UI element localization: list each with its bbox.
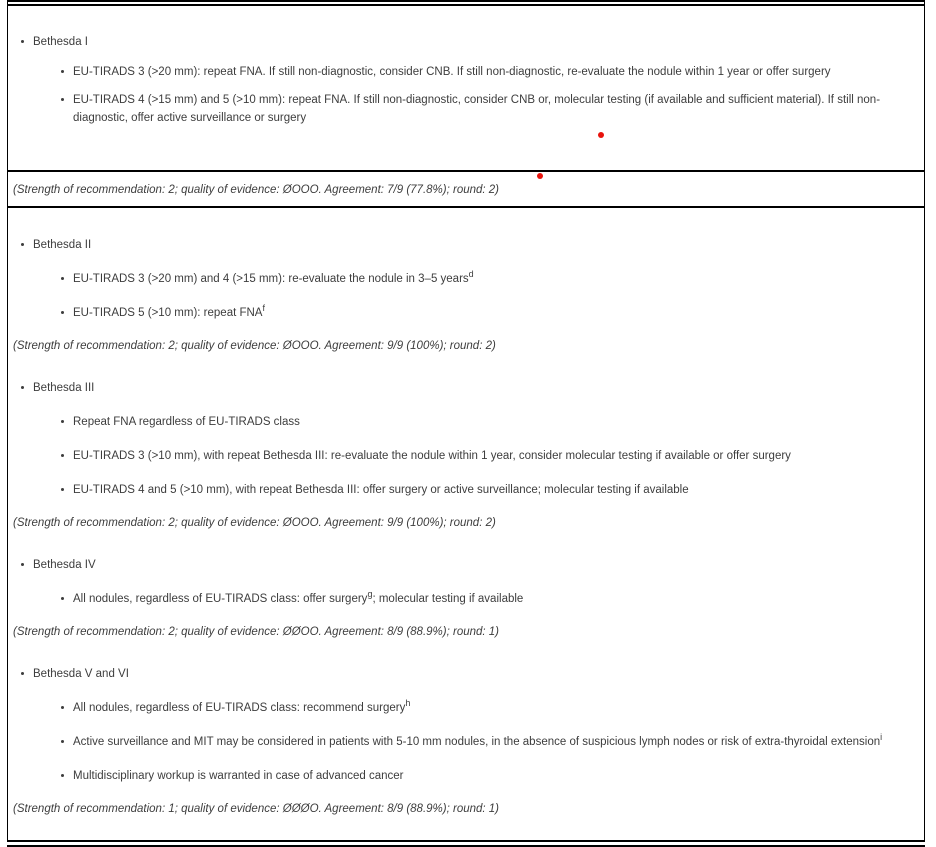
superscript-note: g [367,589,373,600]
bullet-text: All nodules, regardless of EU-TIRADS class: offer surgery [73,593,368,605]
bullet-icon [61,774,64,777]
section-bethesda-2 [8,236,924,355]
list-item [8,590,924,608]
section-bethesda-3 [8,379,924,532]
bullet-text: EU-TIRADS 5 (>10 mm): repeat FNA [73,307,263,319]
bullet-icon [61,277,64,280]
table-row-bethesda-2-to-6 [8,208,924,840]
bullet-icon [61,70,64,73]
bullet-text: EU-TIRADS 4 (>15 mm) and 5 (>10 mm): repeat FNA. If still non-diagnostic, consider CNB or, molecular testing (if available and sufficient material). If still non-diagnostic, offer active surveillance or surgery [73,94,881,124]
section-title [8,665,924,683]
strength-statement: (Strength of recommendation: 2; quality of evidence: ØOOO. Agreement: 9/9 (100%); round: 2) [13,340,496,352]
bullet-icon [21,40,24,43]
section-title-label: Bethesda I [33,36,88,48]
red-annotation-dot [598,132,604,138]
bullet-text: All nodules, regardless of EU-TIRADS class: recommend surgery [73,702,406,714]
section-bethesda-5-6 [8,665,924,818]
bullet-text-after: ; molecular testing if available [372,593,524,605]
superscript-note: d [468,269,474,280]
section-title [8,556,924,574]
section-bethesda-4 [8,556,924,641]
bullet-text: EU-TIRADS 3 (>20 mm): repeat FNA. If still non-diagnostic, consider CNB. If still non-diagnostic, re-evaluate the nodule within 1 year or offer surgery [73,66,831,78]
next-row-top-edge [7,842,925,847]
recommendation-list [8,413,924,499]
recommendations-table [7,0,925,847]
list-item [8,447,924,465]
list-item [8,91,924,127]
recommendation-list [8,590,924,608]
bullet-text: EU-TIRADS 3 (>20 mm) and 4 (>15 mm): re-evaluate the nodule in 3–5 years [73,273,469,285]
strength-statement: (Strength of recommendation: 2; quality of evidence: ØØOO. Agreement: 8/9 (88.9%); round: 1) [13,626,500,638]
list-item [8,413,924,431]
recommendation-list [8,699,924,785]
bullet-icon [21,386,24,389]
list-item [8,481,924,499]
bullet-icon [61,311,64,314]
section-title-label: Bethesda V and VI [33,668,129,680]
list-item [8,733,924,751]
list-item [8,699,924,717]
bullet-icon [61,420,64,423]
superscript-note: i [880,732,883,743]
bullet-icon [21,563,24,566]
bullet-icon [61,98,64,101]
section-title-label: Bethesda III [33,382,95,394]
bullet-icon [61,454,64,457]
section-title [8,379,924,397]
list-item [8,304,924,322]
list-item [8,63,924,81]
bullet-icon [21,672,24,675]
bullet-text: Active surveillance and MIT may be considered in patients with 5-10 mm nodules, in the absence of suspicious lymph nodes or risk of extra-thyroidal extension [73,736,881,748]
bullet-text: Multidisciplinary workup is warranted in case of advanced cancer [73,770,404,782]
bullet-text: Repeat FNA regardless of EU-TIRADS class [73,416,300,428]
section-title-label: Bethesda II [33,239,92,251]
table-row-bethesda-1 [8,6,924,170]
superscript-note: f [262,303,265,314]
strength-statement: (Strength of recommendation: 2; quality of evidence: ØOOO. Agreement: 9/9 (100%); round: 2) [13,517,496,529]
superscript-note: h [405,698,411,709]
section-title [8,33,924,51]
recommendation-list [8,270,924,322]
bullet-icon [61,597,64,600]
recommendation-list [8,63,924,127]
table-row-strength-bethesda-1 [8,172,924,206]
bullet-icon [21,243,24,246]
list-item [8,270,924,288]
bullet-icon [61,488,64,491]
bullet-icon [61,706,64,709]
strength-statement: (Strength of recommendation: 1; quality of evidence: ØØØO. Agreement: 8/9 (88.9%); round: 1) [13,803,500,815]
bullet-icon [61,740,64,743]
red-annotation-dot [537,173,543,179]
bullet-text: EU-TIRADS 4 and 5 (>10 mm), with repeat Bethesda III: offer surgery or active surveillance; molecular testing if available [73,484,689,496]
strength-statement: (Strength of recommendation: 2; quality of evidence: ØOOO. Agreement: 7/9 (77.8%); round: 2) [13,184,500,196]
list-item [8,767,924,785]
section-title [8,236,924,254]
bullet-text: EU-TIRADS 3 (>10 mm), with repeat Bethesda III: re-evaluate the nodule within 1 year, consider molecular testing if available or offer surgery [73,450,791,462]
section-title-label: Bethesda IV [33,559,96,571]
